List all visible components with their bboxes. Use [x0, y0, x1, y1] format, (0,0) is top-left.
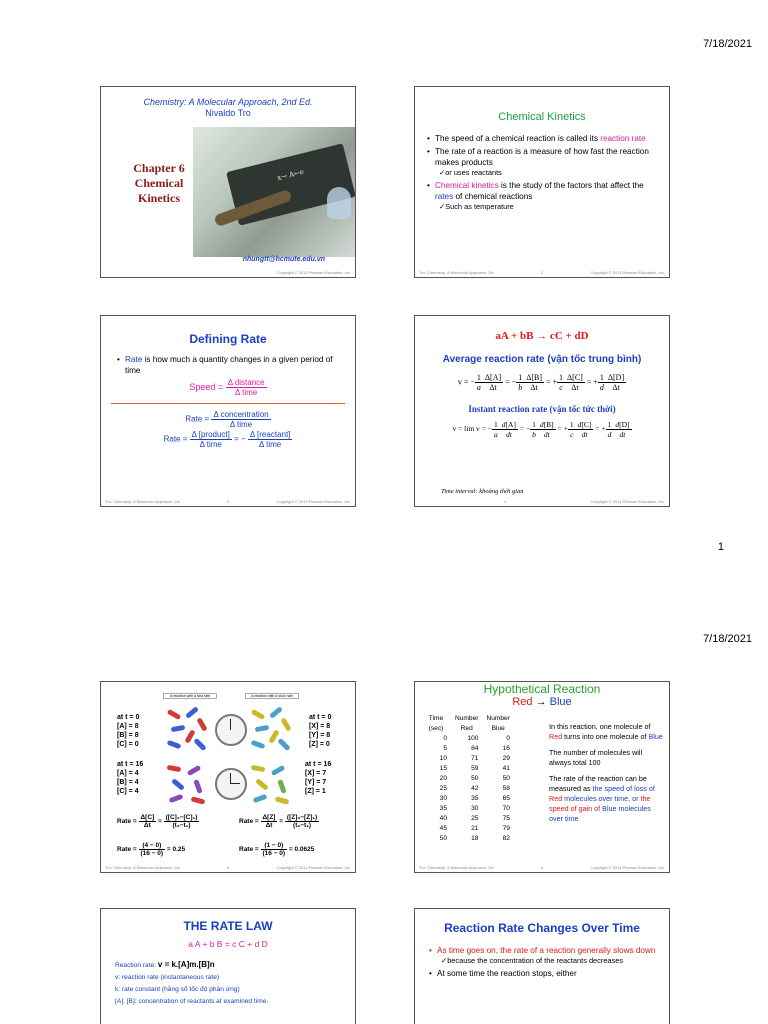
slide-reaction-rate [414, 315, 670, 507]
slide-heading: Hypothetical Reaction [483, 682, 601, 696]
table-cell: 71 [471, 755, 479, 762]
table-cell: 100 [467, 735, 479, 742]
table-cell: 30 [471, 805, 479, 812]
rate-formula-fast: Rate = $\frac{\Delta[C]}{\Delta t}$ = $\frac{\text{([C]₂−[C]₁)}}{\text{(t₂−t₁)}}$ [117, 814, 198, 829]
column-header: Number Blue [486, 715, 510, 732]
chapter-line-1: Chapter 6 [133, 161, 185, 175]
rate-value-fast: Rate = $\frac{(4 - 0)}{(16 - 0)}$ = 0.25 [117, 842, 186, 857]
clock-icon [215, 768, 247, 800]
page-date: 7/18/2021 [703, 38, 752, 50]
slide-heading: Defining Rate [189, 332, 267, 346]
copyright: Copyright © 2011 Pearson Education, Inc. [276, 270, 351, 275]
bullet-text: The speed of a chemical reaction is called its [435, 134, 598, 143]
table-row [421, 794, 514, 804]
table-cell: 45 [439, 825, 447, 832]
table-cell: 84 [471, 745, 479, 752]
bullet [425, 133, 659, 144]
molecule-box-slow-t16 [249, 762, 295, 806]
email: nhungtt@hcmute.edu.vn [242, 256, 325, 263]
avg-rate-heading: Average reaction rate (vận tốc trung bình) [442, 354, 642, 365]
slide-heading: THE RATE LAW [183, 919, 273, 933]
slide-footer: 4 Copyright © 2011 Pearson Education, Inc. [503, 499, 665, 504]
paragraph: In this reaction, one molecule of Red turns into one molecule of Blue [549, 722, 663, 741]
chapter-line-2: Chemical [134, 176, 184, 190]
table-cell: 79 [502, 825, 510, 832]
slide-footer: Tro: Chemistry: A Molecular Approach, 2/e 2 Copyright © 2011 Pearson Education, Inc. [419, 270, 665, 275]
table-cell: 42 [471, 785, 479, 792]
table-cell: 21 [471, 825, 479, 832]
table-row [421, 834, 514, 844]
book-author: Nivaldo Tro [205, 108, 251, 118]
table-cell: 30 [439, 795, 447, 802]
table-cell: 29 [502, 755, 510, 762]
slide-heading: Reaction Rate Changes Over Time [444, 921, 640, 935]
time-interval-note: Time interval: khoảng thời gian [441, 488, 524, 495]
table-cell: 18 [471, 835, 479, 842]
bullet: • Chemical kinetics is the study of the factors that affect the rates of chemical reactions ✓Such as temperature [425, 180, 659, 212]
slide-rate-law [100, 908, 356, 1024]
table-header [421, 714, 514, 734]
table-cell: 50 [502, 775, 510, 782]
molecule-box-slow-t0 [249, 708, 295, 752]
molecule-box-fast-t16 [165, 762, 211, 806]
table-cell: 0 [506, 735, 510, 742]
slide-heading: Chemical Kinetics [498, 111, 586, 123]
concentration-definition: [A], [B]: concentration of reactants at examined time. [115, 998, 269, 1005]
molecule-box-fast-t0 [165, 708, 211, 752]
sub-bullet: ✓Such as temperature [439, 202, 514, 211]
slide-hypothetical-reaction [414, 681, 670, 873]
table-row [421, 764, 514, 774]
k-definition: k: rate constant (hằng số tốc độ phản ứng) [115, 986, 240, 993]
page-number: 1 [717, 541, 724, 553]
term: reaction rate [600, 134, 646, 143]
table-row [421, 774, 514, 784]
table-cell: 25 [439, 785, 447, 792]
slide-footer: Tro: Chemistry: A Molecular Approach, 2/e 5 Copyright © 2011 Pearson Education, Inc. [105, 865, 351, 870]
slide-footer: Tro: Chemistry: A Molecular Approach, 2/e 3 Copyright © 2011 Pearson Education, Inc. [105, 499, 351, 504]
rate-formula-slow: Rate = $\frac{\Delta[Z]}{\Delta t}$ = $\frac{\text{([Z]₂−[Z]₁)}}{\text{(t₂−t₁)}}$ [239, 814, 318, 829]
rate-formula-2: Rate = $\frac{\text{Δ [product]}}{\text{Δ time}}$ = − $\frac{\text{Δ [reactant]}}{\text{Δ time}}$ [163, 430, 291, 449]
table-row [421, 734, 514, 744]
book-title: Chemistry: A Molecular Approach, 2nd Ed. [143, 97, 313, 107]
slide-rate-illustration [100, 681, 356, 873]
divider [111, 403, 345, 404]
slide-rate-changes [414, 908, 670, 1024]
sub-bullet: ✓or uses reactants [439, 168, 502, 177]
inst-rate-heading: Instant reaction rate (vận tốc tức thời) [468, 404, 616, 414]
right-t16-values: at t = 16 [X] = 7 [Y] = 7 [Z] = 1 [305, 761, 332, 795]
caption-fast: A reaction with a fast rate [163, 693, 217, 699]
rate-law-details [115, 959, 355, 1008]
table-cell: 0 [443, 735, 447, 742]
table-row [421, 804, 514, 814]
explanation-text [549, 722, 665, 824]
table-cell: 40 [439, 815, 447, 822]
slide-defining-rate [100, 315, 356, 507]
clock-icon [215, 714, 247, 746]
chapter-line-3: Kinetics [138, 191, 180, 205]
page-date: 7/18/2021 [703, 633, 752, 645]
rate-value-slow: Rate = $\frac{(1 - 0)}{(16 - 0)}$ = 0.0625 [239, 842, 315, 857]
table-row [421, 744, 514, 754]
table-row [421, 784, 514, 794]
table-cell: 82 [502, 835, 510, 842]
flask-image [327, 187, 351, 219]
cover-photo: x→ A←e [193, 127, 356, 257]
table-cell: 50 [439, 835, 447, 842]
slide-footer: Tro: Chemistry: A Molecular Approach, 2/e 6 Copyright © 2011 Pearson Education, Inc. [419, 865, 665, 870]
term: Chemical kinetics [435, 181, 499, 190]
slide-chemical-kinetics [414, 86, 670, 278]
table-cell: 35 [471, 795, 479, 802]
table-row [421, 824, 514, 834]
speed-formula: Speed = $\frac{\text{Δ distance}}{\text{Δ time}}$ [189, 378, 265, 397]
table-cell: 59 [471, 765, 479, 772]
table-cell: 50 [471, 775, 479, 782]
left-t0-values: at t = 0 [A] = 8 [B] = 8 [C] = 0 [117, 714, 140, 748]
slide-title [100, 86, 356, 278]
sub-bullet: ✓because the concentration of the reactants decreases [441, 956, 624, 965]
table-cell: 15 [439, 765, 447, 772]
book-info [101, 97, 355, 119]
rate-law-formula-line: Reaction rate: v = k.[A]m.[B]n [115, 960, 215, 969]
table-cell: 65 [502, 795, 510, 802]
v-definition: v: reaction rate (instantaneous rate) [115, 974, 220, 981]
paragraph: The number of molecules will always total 100 [549, 748, 643, 767]
table-cell: 10 [439, 755, 447, 762]
bullet: • As time goes on, the rate of a reaction generally slows down ✓because the concentration of the reactants decreases [427, 945, 657, 966]
avg-rate-formula: v = − $\frac{1}{a}$ $\frac{\Delta[A]}{\Delta t}$ = − $\frac{1}{b}$ $\frac{\Delta[B]}{\Delta t}$ = + $\frac{1}{c}$ $\frac{\Delta[C]}{\Delta t}$ = + $\frac{1}{d}$ $\frac{\Delta[D]}{\Delta t}$ [457, 373, 625, 392]
data-table [421, 714, 514, 844]
paragraph: The rate of the reaction can be measured as the speed of loss of Red molecules over time, or the speed of gain of Blue molecules over time [549, 774, 655, 823]
table-cell: 75 [502, 815, 510, 822]
bullet [425, 146, 659, 178]
reaction-equation: aA + bB → cC + dD [495, 330, 589, 342]
chapter-heading [115, 161, 203, 206]
slide-subheading: Red → Blue [512, 696, 572, 708]
bullet-text: The rate of a reaction is a measure of how fast the reaction makes products [435, 147, 649, 167]
table-cell: 35 [439, 805, 447, 812]
column-header: Number Red [455, 715, 479, 732]
inst-rate-formula: v = lim v = − $\frac{1}{a}$ $\frac{d[A]}{dt}$ = − $\frac{1}{b}$ $\frac{d[B]}{dt}$ = + $\frac{1}{c}$ $\frac{d[C]}{dt}$ = + $\frac{1}{d}$ $\frac{d[D]}{dt}$ [452, 420, 630, 439]
rate-formula-1: Rate = $\frac{\text{Δ concentration}}{\text{Δ time}}$ [185, 410, 269, 429]
table-cell: 41 [502, 765, 510, 772]
table-row [421, 754, 514, 764]
right-t0-values: at t = 0 [X] = 8 [Y] = 8 [Z] = 0 [309, 714, 332, 748]
table-cell: 58 [502, 785, 510, 792]
rate-law-equation: a A + b B = c C + d D [188, 939, 268, 949]
column-header: Time (sec) [428, 715, 444, 732]
table-cell: 70 [502, 805, 510, 812]
table-cell: 20 [439, 775, 447, 782]
bullet: • At some time the reaction stops, either [427, 968, 657, 979]
table-row [421, 814, 514, 824]
table-cell: 25 [471, 815, 479, 822]
caption-slow: A reaction with a slow rate [245, 693, 299, 699]
bullet: • Rate is how much a quantity changes in a given period of time [115, 354, 341, 376]
table-cell: 5 [443, 745, 447, 752]
left-t16-values: at t = 16 [A] = 4 [B] = 4 [C] = 4 [117, 761, 144, 795]
table-cell: 16 [502, 745, 510, 752]
